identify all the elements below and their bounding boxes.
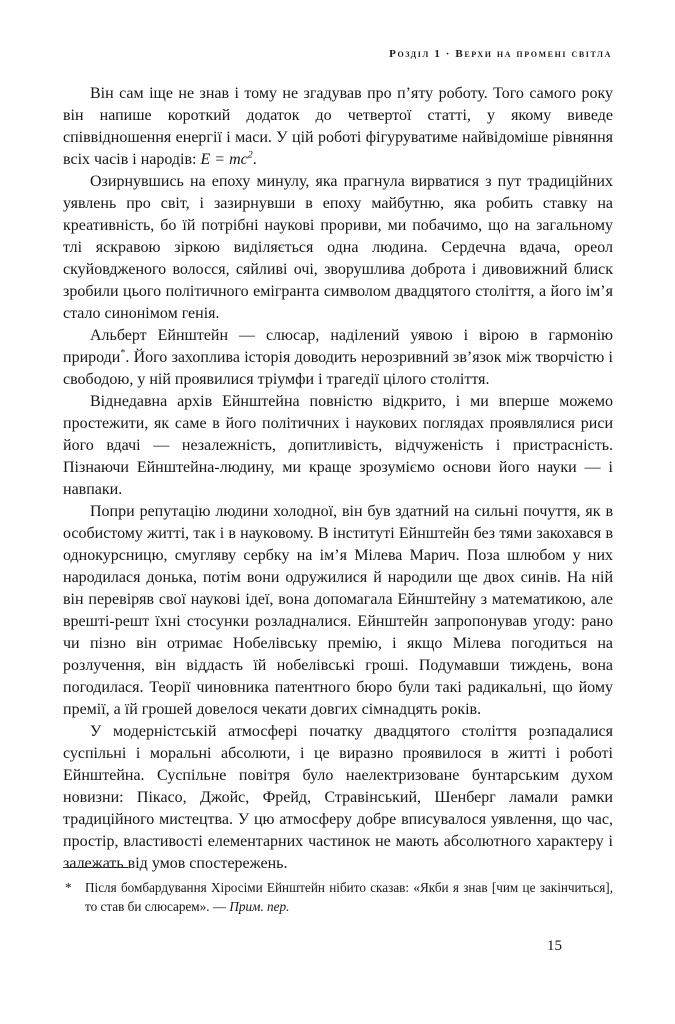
footnote-marker: * bbox=[65, 880, 72, 895]
paragraph bbox=[63, 171, 613, 325]
footnote-segment: Після бомбардування Хіросіми Ейнштейн нібито сказав: «Якби я знав [чим це закінчиться], то став би слюсарем». — bbox=[85, 880, 613, 914]
text-segment: 2 bbox=[247, 149, 253, 161]
text-segment: Альберт Ейнштейн — слюсар, наділений уявою і вірою в гармонію природи bbox=[63, 327, 613, 366]
text-segment: У модерністській атмосфері початку двадцятого століття розпадалися суспільні і моральні абсолюти, і це виразно проявилося в житті і роботі Ейнштейна. Суспільне повітря було наелектризоване бунтарським духом новизни: Пікасо, Джойс, Фрейд, Стравінський, Шенберг ламали рамки традиційного мистецтва. У цю атмосферу добре вписувалося уявлення, що час, простір, властивості елементарних частинок не мають абсолютного характеру і залежать від умов спостережень. bbox=[63, 723, 613, 872]
footnote bbox=[63, 878, 613, 916]
running-head: Розділ 1 · Верхи на промені світла bbox=[389, 48, 612, 60]
text-segment: Віднедавна архів Ейнштейна повністю відкрито, і ми вперше можемо простежити, як саме в його політичних і наукових поглядах проявлялися риси його вдачі — незалежність, допитливість, відчуженість і пристрасність. Пізнаючи Ейнштейна-людину, ми краще зрозуміємо основи його науки — і навпаки. bbox=[63, 393, 613, 498]
body-text bbox=[63, 83, 613, 875]
text-segment: . Його захоплива історія доводить нерозривний зв’язок між творчістю і свободою, у ній проявилися тріумфи і трагедії цілого століття. bbox=[63, 349, 613, 388]
footnote-text bbox=[85, 880, 613, 914]
paragraph bbox=[63, 83, 613, 171]
paragraph bbox=[63, 721, 613, 875]
text-segment: Попри репутацію людини холодної, він був здатний на сильні почуття, як в особистому житті, так і в науковому. В інституті Ейнштейн без тями закохався в однокурсницю, смугляву сербку на ім’я Мілева Марич. Поза шлюбом у них народилася донька, потім вони одружилися й народили ще двох синів. На ній він перевіряв свої наукові ідеї, вона допомагала Ейнштейну з математикою, але врешті-решт їхні стосунки розладналися. Ейнштейн запропонував угоду: рано чи пізно він отримає Нобелівську премію, і якщо Мілева погодиться на розлучення, він віддасть їй нобелівські гроші. Подумавши тиждень, вона погодилася. Теорії чиновника патентного бюро були такі радикальні, що йому премії, а їй грошей довелося чекати довгих сімнадцять років. bbox=[63, 503, 613, 718]
text-segment: Озирнувшись на епоху минулу, яка прагнула вирватися з пут традиційних уявлень про світ, і зазирнувши в епоху майбутню, яка робить ставку на креативність, бо їй потрібні наукові прориви, ми побачимо, що на загальному тлі яскравою зіркою виділяється одна людина. Сердечна вдача, ореол скуйовдженого волосся, сяйливі очі, зворушлива доброта і дивовижний блиск зробили цього політичного емігранта символом двадцятого століття, а його ім’я стало синонімом генія. bbox=[63, 173, 613, 322]
page-number: 15 bbox=[547, 938, 562, 954]
footnote-segment: Прим. пер. bbox=[229, 899, 290, 914]
text-segment: Він сам іще не знав і тому не згадував про п’яту роботу. Того самого року він напише короткий додаток до четвертої статті, у якому виведе співвідношення енергії і маси. У цій роботі фігуруватиме найвідоміше рівняння всіх часів і народів: bbox=[63, 85, 613, 168]
text-segment: * bbox=[120, 347, 126, 359]
paragraph bbox=[63, 391, 613, 501]
footnote-divider bbox=[63, 867, 128, 868]
paragraph bbox=[63, 325, 613, 391]
text-segment: E = mc bbox=[200, 151, 248, 168]
text-segment: . bbox=[252, 151, 257, 168]
paragraph bbox=[63, 501, 613, 721]
